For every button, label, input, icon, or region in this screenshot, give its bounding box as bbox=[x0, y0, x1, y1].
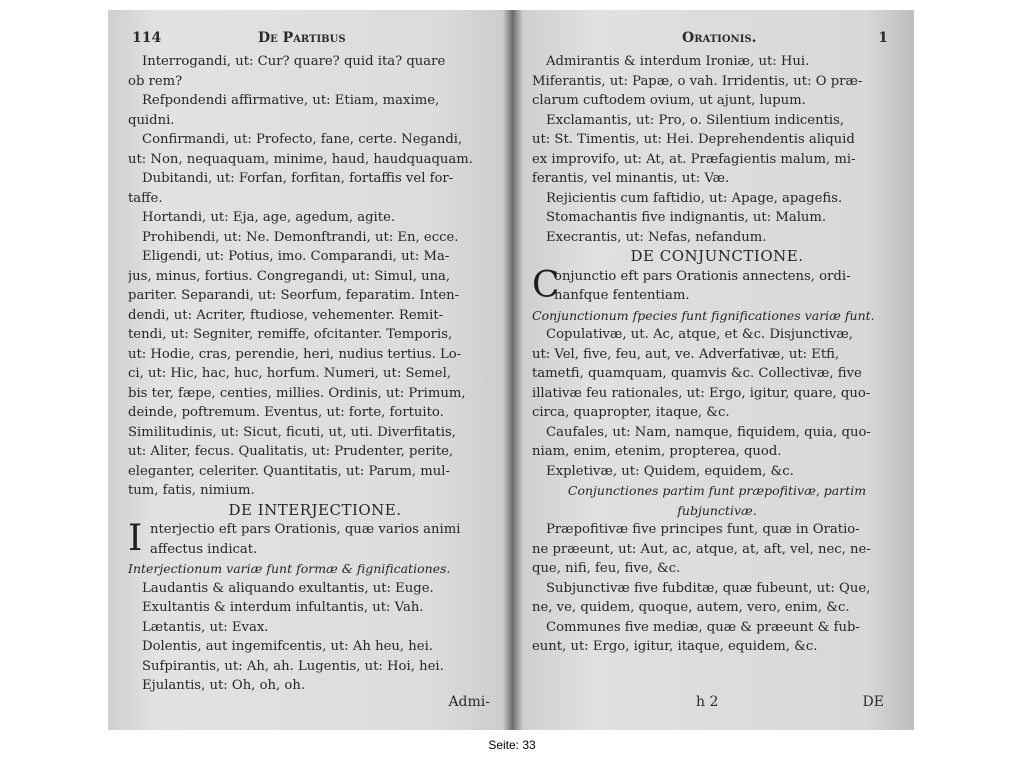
text-line bbox=[128, 189, 502, 209]
text-line bbox=[532, 150, 902, 170]
catchword-left: Admi- bbox=[448, 694, 490, 710]
line-text: Stomachantis five indignantis, ut: Malum. bbox=[546, 210, 827, 225]
line-text: circa, quapropter, itaque, &c. bbox=[532, 405, 730, 420]
text-line bbox=[532, 52, 902, 72]
text-line bbox=[532, 481, 902, 501]
line-text: Eligendi, ut: Potius, imo. Comparandi, ut: Ma- bbox=[142, 249, 450, 264]
text-line bbox=[532, 442, 902, 462]
line-text: Communes five mediæ, quæ & præeunt & fub- bbox=[546, 619, 860, 635]
line-text: ci, ut: Hic, hac, huc, horfum. Numeri, ut: Semel, bbox=[128, 366, 452, 381]
page-number-right: 1 bbox=[878, 30, 888, 46]
text-line bbox=[532, 501, 902, 521]
running-title-left: De Partibus bbox=[258, 30, 346, 46]
line-text: DE CONJUNCTIONE. bbox=[630, 247, 804, 265]
line-text: Conjunctiones partim funt præpofitivæ, partim bbox=[567, 483, 867, 498]
text-line bbox=[532, 169, 902, 189]
line-text: Rejicientis cum faftidio, ut: Apage, apagefis. bbox=[546, 190, 843, 206]
line-text: Sufpirantis, ut: Ah, ah. Lugentis, ut: Hoi, hei. bbox=[142, 658, 444, 674]
text-line bbox=[532, 403, 902, 423]
text-line bbox=[128, 130, 502, 150]
text-line bbox=[532, 306, 902, 326]
text-line bbox=[128, 345, 502, 365]
text-line bbox=[128, 579, 502, 599]
line-text: que, nifi, feu, five, &c. bbox=[532, 561, 681, 576]
text-line bbox=[532, 637, 902, 657]
text-line bbox=[128, 52, 502, 72]
line-text: tum, fatis, nimium. bbox=[128, 483, 255, 498]
line-text: Ejulantis, ut: Oh, oh, oh. bbox=[142, 678, 306, 693]
line-text: Hortandi, ut: Eja, age, agedum, agite. bbox=[142, 210, 396, 225]
text-line bbox=[532, 364, 902, 384]
text-line bbox=[128, 267, 502, 287]
line-text: clarum cuftodem ovium, ut ajunt, lupum. bbox=[532, 93, 806, 108]
line-text: nanfque fententiam. bbox=[554, 288, 690, 303]
line-text: Dubitandi, ut: Forfan, forfitan, fortaffis vel for- bbox=[142, 171, 454, 186]
text-line bbox=[128, 384, 502, 404]
text-line bbox=[532, 423, 902, 443]
running-head-right bbox=[532, 30, 902, 52]
text-line bbox=[532, 462, 902, 482]
line-text: niam, enim, etenim, propterea, quod. bbox=[532, 444, 782, 459]
line-text: Dolentis, aut ingemifcentis, ut: Ah heu, hei. bbox=[142, 639, 433, 654]
text-line bbox=[532, 345, 902, 365]
text-line bbox=[128, 364, 502, 384]
text-line bbox=[128, 442, 502, 462]
text-line bbox=[128, 325, 502, 345]
line-text: ex improvifo, ut: At, at. Præfagientis malum, mi- bbox=[532, 151, 856, 167]
line-text: DE INTERJECTIONE. bbox=[228, 500, 402, 519]
line-text: tametfi, quamquam, quamvis &c. Collectivæ, five bbox=[532, 366, 862, 381]
line-text: ne præeunt, ut: Aut, ac, atque, at, aft, vel, nec, ne- bbox=[532, 541, 871, 557]
line-text: Exultantis & interdum infultantis, ut: Vah. bbox=[142, 600, 424, 615]
text-line bbox=[128, 169, 502, 189]
text-line bbox=[128, 618, 502, 638]
text-line bbox=[128, 676, 502, 696]
line-text: quidni. bbox=[128, 112, 175, 128]
line-text: Præpofitivæ five principes funt, quæ in Oratio- bbox=[546, 522, 860, 537]
text-line bbox=[128, 657, 502, 677]
text-line bbox=[128, 598, 502, 618]
line-text: ferantis, vel minantis, ut: Væ. bbox=[532, 171, 730, 186]
line-text: Expletivæ, ut: Quidem, equidem, &c. bbox=[546, 463, 794, 479]
line-text: Subjunctivæ five fubditæ, quæ fubeunt, ut: Que, bbox=[546, 580, 871, 596]
text-line bbox=[128, 91, 502, 111]
text-line bbox=[532, 91, 902, 111]
drop-cap-initial: I bbox=[128, 518, 143, 559]
text-line bbox=[128, 247, 502, 267]
line-text: Lætantis, ut: Evax. bbox=[142, 619, 269, 635]
line-text: ut: Non, nequaquam, minime, haud, haudquaquam. bbox=[128, 151, 473, 167]
line-text: ne, ve, quidem, quoque, autem, vero, enim, &c. bbox=[532, 600, 850, 615]
text-line bbox=[532, 72, 902, 92]
text-line bbox=[128, 72, 502, 92]
text-line bbox=[532, 247, 902, 267]
line-text: affectus indicat. bbox=[150, 541, 258, 557]
text-line bbox=[532, 384, 902, 404]
right-book-page bbox=[516, 10, 914, 730]
catchword-right: DE bbox=[862, 694, 884, 710]
line-text: taffe. bbox=[128, 190, 163, 206]
line-text: Prohibendi, ut: Ne. Demonftrandi, ut: En, ecce. bbox=[142, 229, 459, 245]
page-number-left: 114 bbox=[132, 30, 162, 46]
signature-mark: h 2 bbox=[696, 694, 719, 710]
line-text: pariter. Separandi, ut: Seorfum, feparatim. Inten- bbox=[128, 288, 460, 303]
line-text: ut: Vel, five, feu, aut, ve. Adverfativæ, ut: Etfi, bbox=[532, 346, 840, 362]
line-text: deinde, poftremum. Eventus, ut: forte, fortuito. bbox=[128, 405, 444, 420]
text-line bbox=[128, 208, 502, 228]
text-line bbox=[128, 462, 502, 482]
running-head-left bbox=[128, 30, 502, 52]
line-text: Interrogandi, ut: Cur? quare? quid ita? quare bbox=[142, 54, 446, 69]
text-line bbox=[532, 520, 902, 540]
page-caption: Seite: 33 bbox=[488, 738, 536, 752]
text-line bbox=[128, 423, 502, 443]
line-text: tendi, ut: Segniter, remiffe, ofcitanter. Temporis, bbox=[128, 327, 453, 342]
line-text: nterjectio eft pars Orationis, quæ varios animi bbox=[150, 522, 461, 537]
line-text: eunt, ut: Ergo, igitur, itaque, equidem, &c. bbox=[532, 639, 818, 654]
line-text: Execrantis, ut: Nefas, nefandum. bbox=[546, 229, 767, 245]
text-line bbox=[532, 208, 902, 228]
text-line bbox=[532, 228, 902, 248]
text-line bbox=[532, 540, 902, 560]
text-line bbox=[532, 579, 902, 599]
line-text: dendi, ut: Acriter, ftudiose, vehementer. Remit- bbox=[128, 307, 444, 323]
line-text: jus, minus, fortius. Congregandi, ut: Simul, una, bbox=[128, 268, 451, 284]
text-line bbox=[532, 325, 902, 345]
line-text: fubjunctivæ. bbox=[677, 502, 757, 518]
text-line bbox=[128, 403, 502, 423]
right-page-text bbox=[532, 52, 902, 657]
line-text: Admirantis & interdum Ironiæ, ut: Hui. bbox=[546, 54, 810, 69]
scanned-book-spread bbox=[108, 10, 914, 730]
text-line bbox=[128, 286, 502, 306]
line-text: bis ter, fæpe, centies, millies. Ordinis, ut: Primum, bbox=[128, 385, 466, 401]
text-line bbox=[532, 286, 902, 306]
text-line bbox=[532, 598, 902, 618]
line-text: ut: St. Timentis, ut: Hei. Deprehendentis aliquid bbox=[532, 132, 855, 147]
line-text: ob rem? bbox=[128, 73, 183, 89]
line-text: Similitudinis, ut: Sicut, ficuti, ut, uti. Diverfitatis, bbox=[128, 424, 456, 440]
text-line bbox=[532, 130, 902, 150]
line-text: Laudantis & aliquando exultantis, ut: Euge. bbox=[142, 580, 434, 596]
line-text: ut: Aliter, fecus. Qualitatis, ut: Prudenter, perite, bbox=[128, 444, 454, 459]
text-line bbox=[128, 559, 502, 579]
text-line bbox=[128, 306, 502, 326]
line-text: ut: Hodie, cras, perendie, heri, nudius tertius. Lo- bbox=[128, 346, 462, 362]
running-title-right: Orationis. bbox=[682, 30, 757, 46]
text-line bbox=[532, 559, 902, 579]
text-line bbox=[128, 501, 502, 521]
line-text: Confirmandi, ut: Profecto, fane, certe. Negandi, bbox=[142, 132, 463, 147]
text-line bbox=[532, 618, 902, 638]
text-line bbox=[128, 228, 502, 248]
text-line bbox=[532, 189, 902, 209]
line-text: eleganter, celeriter. Quantitatis, ut: Parum, mul- bbox=[128, 463, 450, 479]
line-text: Conjunctionum fpecies funt fignificationes variæ funt. bbox=[532, 307, 875, 323]
text-line bbox=[128, 637, 502, 657]
line-text: Caufales, ut: Nam, namque, fiquidem, quia, quo- bbox=[546, 424, 871, 440]
text-line bbox=[532, 111, 902, 131]
line-text: Interjectionum variæ funt formæ & fignificationes. bbox=[128, 561, 451, 576]
line-text: Refpondendi affirmative, ut: Etiam, maxime, bbox=[142, 93, 440, 108]
text-line bbox=[128, 540, 502, 560]
left-page-text bbox=[128, 52, 502, 696]
left-book-page bbox=[108, 10, 512, 730]
line-text: Miferantis, ut: Papæ, o vah. Irridentis, ut: O præ- bbox=[532, 73, 863, 89]
line-text: Exclamantis, ut: Pro, o. Silentium indicentis, bbox=[546, 112, 845, 128]
drop-cap-initial: C bbox=[532, 264, 560, 306]
text-line bbox=[128, 481, 502, 501]
line-text: Copulativæ, ut. Ac, atque, et &c. Disjunctivæ, bbox=[546, 327, 853, 342]
line-text: onjunctio eft pars Orationis annectens, ordi- bbox=[554, 268, 851, 284]
line-text: illativæ feu rationales, ut: Ergo, igitur, quare, quo- bbox=[532, 385, 871, 401]
text-line bbox=[128, 111, 502, 131]
text-line bbox=[128, 150, 502, 170]
